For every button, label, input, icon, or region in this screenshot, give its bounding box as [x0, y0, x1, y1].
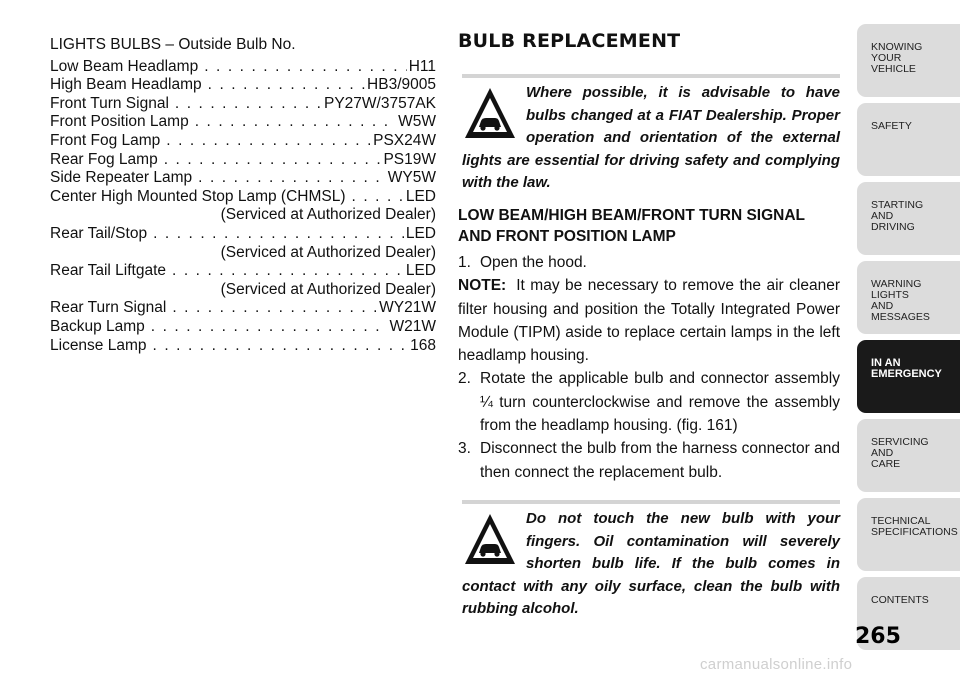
bulb-list-heading: LIGHTS BULBS – Outside Bulb No.: [50, 36, 296, 53]
bulb-row: [50, 95, 436, 114]
warning-text-bulb: Do not touch the new bulb with your fingers. Oil contamination will severely shorten bulb life. If the bulb comes in contact with any oily surface, clean the bulb with rubbing alcohol.: [462, 509, 840, 618]
bulb-number: W21W: [389, 317, 436, 335]
step-text: Disconnect the bulb from the harness connector and then connect the replacement bulb.: [480, 440, 840, 481]
bulb-label: Side Repeater Lamp: [50, 169, 193, 187]
chapter-tab-label: MESSAGES: [871, 311, 930, 323]
note-label: NOTE:: [458, 277, 507, 295]
bulb-row: [50, 337, 436, 356]
chapter-tab-label: AND: [871, 447, 894, 459]
bulb-number: WY21W: [379, 299, 436, 317]
chapter-tab[interactable]: [857, 419, 960, 492]
chapter-tab[interactable]: [857, 24, 960, 97]
warning-box-dealer: [462, 74, 840, 195]
leader-dots: [208, 76, 365, 95]
leader-dots: [151, 318, 388, 337]
bulb-service-note: (Serviced at Authorized Dealer): [220, 206, 436, 224]
step-2: [458, 367, 840, 437]
bulb-number: PSX24W: [373, 131, 436, 149]
bulb-number: LED: [405, 224, 436, 242]
bulb-number: PY27W/3757AK: [323, 94, 436, 112]
chapter-tab-label: CONTENTS: [871, 594, 929, 606]
chapter-tab-label: AND: [871, 210, 894, 222]
chapter-tab[interactable]: [857, 340, 960, 413]
page-number: 265: [855, 624, 901, 649]
step-3: [458, 437, 840, 484]
leader-dots: [153, 225, 404, 244]
bulb-number: 168: [410, 336, 436, 354]
leader-dots: [195, 113, 396, 132]
subheading-low-beam: LOW BEAM/HIGH BEAM/FRONT TURN SIGNAL AND FRONT POSITION LAMP: [458, 206, 805, 245]
bulb-service-note: (Serviced at Authorized Dealer): [220, 280, 436, 298]
bulb-row: [50, 151, 436, 170]
bulb-replacement-section: [458, 28, 840, 621]
chapter-tab-label: TECHNICAL: [871, 515, 931, 527]
bulb-number: LED: [405, 187, 436, 205]
bulb-label: Rear Turn Signal: [50, 299, 167, 317]
chapter-tab-label: LIGHTS: [871, 289, 909, 301]
chapter-tab-label: STARTING: [871, 199, 924, 211]
leader-dots: [198, 169, 386, 188]
chapter-tab[interactable]: [857, 261, 960, 334]
chapter-tab-label: CARE: [871, 458, 901, 470]
step-number: 2.: [458, 370, 471, 388]
watermark: carmanualsonline.info: [700, 656, 853, 673]
chapter-tab-label: SAFETY: [871, 120, 912, 132]
bulb-label: Backup Lamp: [50, 317, 145, 335]
bulb-row: [50, 188, 436, 207]
bulb-label: Front Turn Signal: [50, 94, 169, 112]
leader-dots: [172, 262, 404, 281]
bulb-row: [50, 132, 436, 151]
chapter-tab-label: EMERGENCY: [871, 368, 942, 380]
leader-dots: [153, 337, 409, 356]
leader-dots: [164, 151, 382, 170]
chapter-tab-label: AND: [871, 300, 894, 312]
bulb-row: [50, 76, 436, 95]
chapter-tab[interactable]: [857, 182, 960, 255]
chapter-tab-label: DRIVING: [871, 221, 915, 233]
chapter-tab-label: YOUR: [871, 52, 902, 64]
leader-dots: [172, 299, 377, 318]
bulb-label: License Lamp: [50, 336, 147, 354]
chapter-tab-label: IN AN: [871, 357, 901, 369]
bulb-row: [50, 58, 436, 77]
leader-dots: [175, 95, 322, 114]
step-text: Rotate the applicable bulb and connector assembly ¼ turn counterclockwise and remove the assembly from the headlamp housing. (fig. 161): [480, 370, 840, 435]
step-number: 3.: [458, 440, 471, 458]
bulb-number: WY5W: [387, 169, 436, 187]
bulb-label: Rear Fog Lamp: [50, 150, 158, 168]
bulb-number: W5W: [398, 113, 436, 131]
bulb-rows: [50, 58, 436, 356]
bulb-number: LED: [405, 262, 436, 280]
chapter-tab-label: WARNING: [871, 278, 922, 290]
chapter-tab-label: VEHICLE: [871, 63, 916, 75]
chapter-tab[interactable]: [857, 498, 960, 571]
bulb-label: Rear Tail/Stop: [50, 224, 148, 242]
bulb-service-note: (Serviced at Authorized Dealer): [220, 243, 436, 261]
bulb-row: [50, 169, 436, 188]
leader-dots: [166, 132, 371, 151]
note-paragraph: [458, 274, 840, 367]
bulb-row: [50, 262, 436, 281]
bulb-label: Rear Tail Liftgate: [50, 262, 167, 280]
bulb-number: HB3/9005: [367, 76, 436, 94]
warning-triangle-car-icon: [462, 510, 518, 568]
bulb-number: H11: [408, 57, 436, 75]
warning-triangle-car-icon: [462, 84, 518, 142]
bulb-label: Low Beam Headlamp: [50, 57, 199, 75]
note-text: It may be necessary to remove the air cleaner filter housing and position the Totally Integrated Power Module (TIPM) aside to replace certain lamps in the left headlamp housing.: [458, 277, 840, 365]
chapter-tab[interactable]: [857, 103, 960, 176]
bulb-label: Front Position Lamp: [50, 113, 189, 131]
step-text: Open the hood.: [480, 253, 587, 271]
bulb-row: [50, 225, 436, 244]
leader-dots: [352, 188, 404, 207]
bulb-number: PS19W: [383, 150, 436, 168]
bulb-row: [50, 318, 436, 337]
step-1: [458, 251, 840, 274]
chapter-tab-label: KNOWING: [871, 41, 923, 53]
warning-box-bulb: [462, 500, 840, 621]
chapter-tab-label: SPECIFICATIONS: [871, 526, 958, 538]
bulb-list: [50, 36, 436, 355]
bulb-label: Front Fog Lamp: [50, 131, 161, 149]
chapter-tabs: [857, 24, 960, 656]
step-number: 1.: [458, 253, 471, 271]
bulb-label: High Beam Headlamp: [50, 76, 202, 94]
leader-dots: [204, 58, 407, 77]
bulb-row: [50, 299, 436, 318]
warning-text-dealer: Where possible, it is advisable to have bulbs changed at a FIAT Dealership. Proper operation and orientation of the external lights are essential for driving safety and complying with the law.: [462, 84, 840, 192]
bulb-label: Center High Mounted Stop Lamp (CHMSL): [50, 187, 346, 205]
section-title: BULB REPLACEMENT: [458, 30, 681, 52]
chapter-tab-label: SERVICING: [871, 436, 929, 448]
bulb-row: [50, 113, 436, 132]
